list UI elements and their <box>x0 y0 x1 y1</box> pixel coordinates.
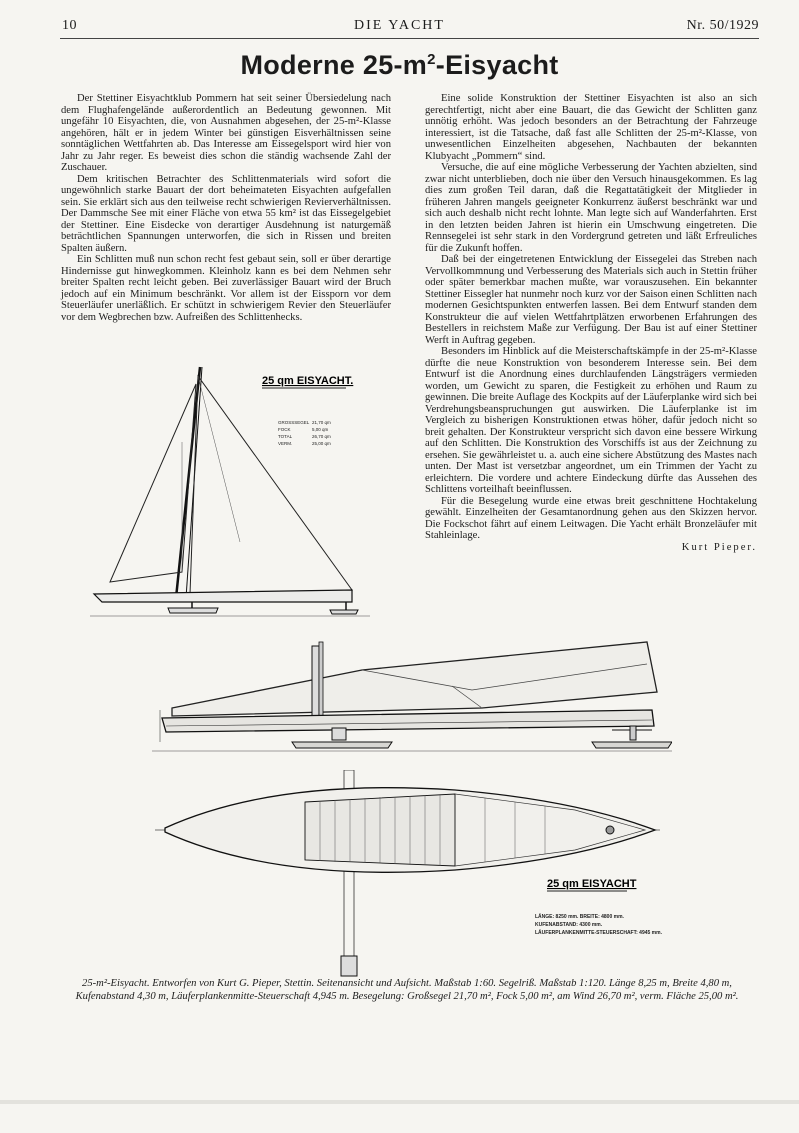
table-value: 21,70 qm <box>312 420 331 425</box>
paragraph: Dem kritischen Betrachter des Schlittenmaterials wird sofort die ungewöhnlich starke Bauart der dort beheimateten Eisyachten aufgefallen sein. Sie erklärt sich aus den teilweise recht schwierigen Revierverhältnissen. Der Dammsche See mit einer Fläche von etwa 55 km² ist das Eissegelgebiet der Stettiner. Eine Eisdecke von derartiger Ausdehnung ist naturgemäß beträchtlichen Spannungen unterworfen, die sich in Rissen und breiten Spalten äußern. <box>61 173 391 254</box>
left-column <box>61 93 391 323</box>
header-rule <box>60 38 759 39</box>
table-value: 26,70 qm <box>312 434 331 439</box>
table-label: TOTAL <box>278 434 293 439</box>
dimension-text: LÄUFERPLANKENMITTE-STEUERSCHAFT: 4945 mm. <box>535 930 662 936</box>
table-value: 25,00 qm <box>312 441 331 446</box>
sail-area-table <box>278 420 331 446</box>
table-label: FOCK <box>278 427 291 432</box>
plan-view-title: 25 qm EISYACHT <box>547 878 637 890</box>
issue-number: Nr. 50/1929 <box>686 18 759 33</box>
magazine-name: DIE YACHT <box>354 18 445 33</box>
plan-view-drawing <box>155 770 665 980</box>
side-view-drawing <box>152 630 672 770</box>
table-label: VERM. <box>278 441 293 446</box>
dimension-text: KUFENABSTAND: 4300 mm. <box>535 922 603 928</box>
paragraph: Für die Besegelung wurde eine etwas breit geschnittene Hochtakelung gewählt. Einzelheiten der Gesamtanordnung gehen aus den Skizzen hervor. Die Fockschot fährt auf einem Leitwagen. Die Yacht erhält Bronzeläufer mit Stahleinlage. <box>425 495 757 541</box>
paragraph: Eine solide Konstruktion der Stettiner Eisyachten ist also an sich gerechtfertigt, nicht aber eine Bauart, die das Gewicht der Schlitten ganz unnötig erhöht. Was jedoch besonders an der Betrachtung der Fahrzeuge interessiert, ist die Tatsache, daß fast alle Schlitten der 25-m²-Klasse, von unwesentlichen Einzelheiten abgesehen, Nachbauten der bekannten Klubyacht „Pommern“ sind. <box>425 93 757 162</box>
title-superscript: 2 <box>427 51 436 68</box>
paragraph: Daß bei der eingetretenen Entwicklung der Eissegelei das Streben nach Vervollkommnung und Verbesserung des Materials sich auch in Stettin früher oder später bemerkbar machen mußte, war vorauszusehen. Ein bekannter Stettiner Eissegler hat nunmehr noch kurz vor der Saison einen Schlitten nach modernen Gesichtspunkten entwerfen lassen. Bei dem Entwurf standen dem Konstrukteur die auf vielen Wettfahrtplätzen erworbenen Erfahrungen des Bestellers in reichstem Maße zur Verfügung. Der Bau ist auf einer Stettiner Werft in Auftrag gegeben. <box>425 254 757 346</box>
author-signature: Kurt Pieper. <box>681 541 757 553</box>
table-label: GROSSSEGEL <box>278 420 310 425</box>
cockpit-hatching <box>305 794 455 866</box>
sail-plan-drawing <box>90 362 380 630</box>
paragraph: Versuche, die auf eine mögliche Verbesserung der Yachten abzielten, sind zwar nicht unterblieben, doch nie über den Versuch hinausgekommen. Es lag dies zum großen Teil daran, daß die Regattatätigkeit der Mitglieder in früheren Jahren mangels geeigneter Konkurrenz äußerst beschränkt war und sich auch deshalb nicht recht lohnte. Man legte sich auf Wanderfahrten. Erst in den letzten beiden Jahren ist hierin ein Umschwung eingetreten. Die Rennsegelei ist sehr stark in den Vordergrund getreten und läßt Erfreuliches für die Zukunft hoffen. <box>425 162 757 254</box>
page-bottom-edge <box>0 1100 799 1104</box>
title-text-end: -Eisyacht <box>435 50 559 80</box>
figure-caption: 25-m²-Eisyacht. Entworfen von Kurt G. Pieper, Stettin. Seitenansicht und Aufsicht. Maßstab 1:60. Segelriß. Maßstab 1:120. Länge 8,25 m, Breite 4,80 m, Kufenabstand 4,30 m, Läuferplankenmitte-Steuerschaft 4,945 m. Besegelung: Großsegel 21,70 m², Fock 5,00 m², am Wind 26,70 m², verm. Fläche 25,00 m². <box>75 978 739 1002</box>
title-text: Moderne 25-m <box>240 50 428 80</box>
paragraph: Der Stettiner Eisyachtklub Pommern hat seit seiner Übersiedelung nach dem Flughafengelände außerordentlich an Bedeutung gewonnen. Mit ungefähr 10 Eisyachten, die, von Ausnahmen abgesehen, der 25-m²-Klasse angehören, hält er in jedem Winter bei günstigen Eisverhältnissen seine sonntäglichen Wettfahrten ab. Das Interesse am Eissegelsport wird hier von Jahr zu Jahr reger. Es beweist dies schon die ständig wachsende Zahl der Zuschauer. <box>61 93 391 173</box>
page-number: 10 <box>62 18 77 33</box>
article-title <box>0 50 799 81</box>
paragraph: Besonders im Hinblick auf die Meisterschaftskämpfe in der 25-m²-Klasse dürfte die neue Konstruktion von besonderem Interesse sein. Bei dem Entwurf ist die Anordnung eines durchlaufenden Längsträgers vermieden worden, um Gewicht zu sparen, die Festigkeit zu erhöhen und Raum zu gewinnen. Die breite Auflage des Kockpits auf der Läuferplanke wird sich bei Verdrehungsbeanspruchungen gut auswirken. Die Läuferplanke ist im Vergleich zu bisherigen Konstruktionen etwas höher, dafür jedoch nicht so breit gehalten. Der Konstrukteur verspricht sich davon eine bessere Wirkung auf den Schlitten. Die Konstruktion des Vorschiffs ist aus der Zeichnung zu ersehen. Sie gewährleistet u. a. auch eine sichere Abstützung des Mastes nach unten. Der Mast ist versetzbar angeordnet, um ein Trimmen der Yacht zu erleichtern. Die vordere und achtere Eindeckung dürfte das Aussehen des Schlittens vorteilhaft beeinflussen. <box>425 346 757 495</box>
right-column <box>425 93 757 553</box>
paragraph: Ein Schlitten muß nun schon recht fest gebaut sein, soll er über derartige Hindernisse gut hinwegkommen. Kleinholz kann es bei dem Nehmen sehr breiter Spalten recht leicht geben. Bei zuverlässiger Bauart wird der Bruch jedoch auf ein Minimum beschränkt. Vor allem ist der Eissporn vor dem Steuerläufer unerläßlich. Er schützt in schwierigem Revier den Steuerläufer vor dem Wegbrechen bzw. Aufreißen des Schlittenhecks. <box>61 254 391 323</box>
sail-plan-title: 25 qm EISYACHT. <box>262 375 354 387</box>
table-value: 5,00 qm <box>312 427 329 432</box>
dimension-text: LÄNGE: 8250 mm. BREITE: 4800 mm. <box>535 914 624 920</box>
dimension-list <box>535 913 663 936</box>
